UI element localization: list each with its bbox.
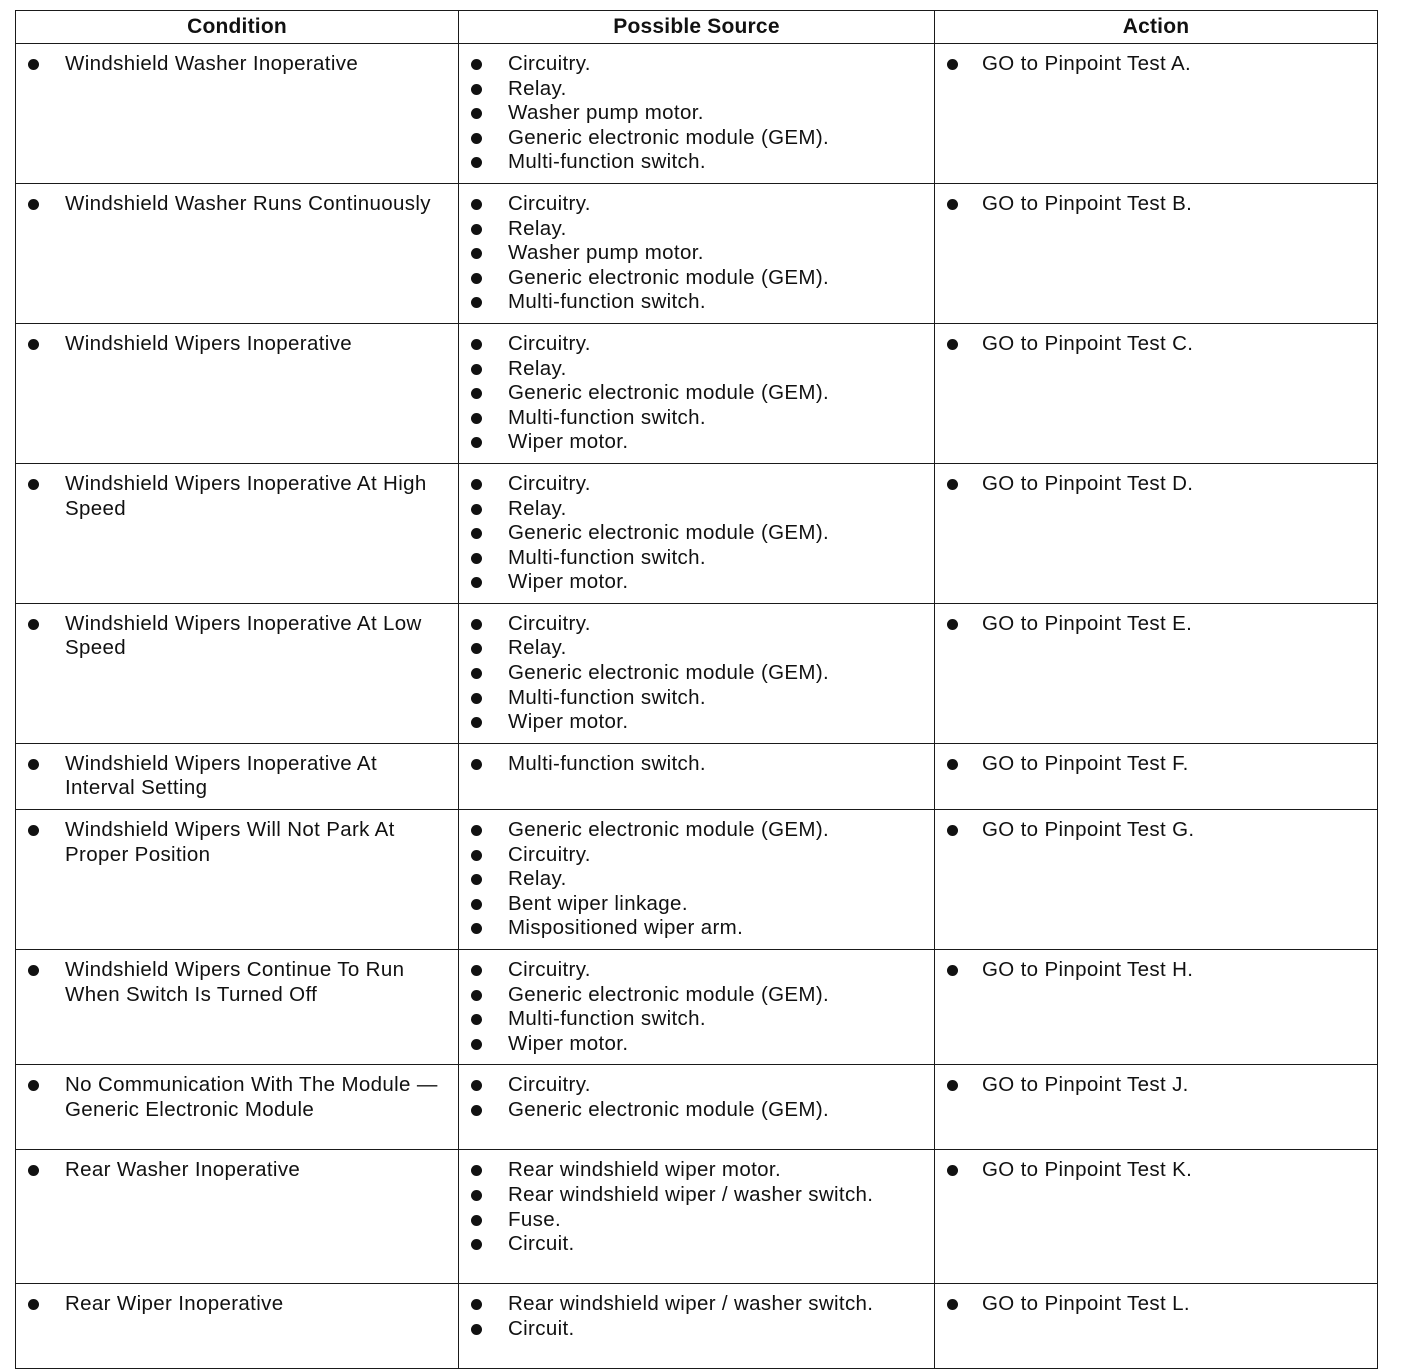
possible-source-cell (459, 743, 935, 809)
bullet-icon (471, 923, 482, 934)
source-item (459, 357, 928, 382)
bullet-icon (28, 59, 39, 70)
possible-source-list (459, 950, 934, 1064)
action-item-text: GO to Pinpoint Test B. (982, 191, 1193, 215)
action-item (935, 332, 1371, 357)
condition-cell (16, 1284, 459, 1369)
possible-source-cell (459, 1065, 935, 1150)
source-item-text: Generic electronic module (GEM). (508, 265, 830, 289)
condition-item-text: Windshield Washer Inoperative (65, 52, 359, 75)
source-item (459, 1073, 928, 1098)
possible-source-list (459, 464, 934, 603)
condition-cell (16, 44, 459, 184)
bullet-icon (471, 199, 482, 210)
source-item-text: Generic electronic module (GEM). (508, 982, 830, 1006)
action-cell (935, 1150, 1378, 1284)
source-item-text: Washer pump motor. (508, 241, 704, 265)
action-item-text: GO to Pinpoint Test A. (982, 52, 1192, 75)
source-item (459, 521, 928, 546)
source-item (459, 636, 928, 661)
bullet-icon (471, 388, 482, 399)
possible-source-cell (459, 1284, 935, 1369)
action-item (935, 1158, 1371, 1183)
bullet-icon (471, 1014, 482, 1025)
table-row (16, 603, 1378, 743)
source-item (459, 126, 928, 151)
action-item-text: GO to Pinpoint Test F. (982, 751, 1189, 775)
action-cell (935, 603, 1378, 743)
bullet-icon (947, 339, 958, 350)
source-item (459, 101, 928, 126)
source-item (459, 406, 928, 431)
bullet-icon (28, 825, 39, 836)
source-item-text: Multi-function switch. (508, 290, 706, 314)
condition-item-text: Windshield Washer Runs Continuously (65, 191, 431, 215)
possible-source-cell (459, 950, 935, 1065)
bullet-icon (471, 668, 482, 679)
bullet-icon (471, 1080, 482, 1091)
bullet-icon (28, 965, 39, 976)
bullet-icon (471, 157, 482, 168)
table-row (16, 463, 1378, 603)
source-item (459, 1158, 928, 1183)
action-item (935, 1292, 1371, 1317)
source-item (459, 1208, 928, 1233)
condition-list (16, 184, 458, 225)
action-list (935, 950, 1377, 991)
source-item-text: Generic electronic module (GEM). (508, 381, 830, 405)
source-item-text: Multi-function switch. (508, 150, 706, 174)
possible-source-list (459, 44, 934, 183)
bullet-icon (471, 1190, 482, 1201)
action-item-text: GO to Pinpoint Test K. (982, 1158, 1193, 1182)
source-item-text: Relay. (508, 867, 567, 891)
action-item (935, 818, 1371, 843)
condition-item (16, 818, 452, 867)
bullet-icon (471, 965, 482, 976)
condition-item (16, 612, 452, 661)
condition-cell (16, 743, 459, 809)
possible-source-cell (459, 463, 935, 603)
action-list (935, 744, 1377, 785)
bullet-icon (471, 850, 482, 861)
bullet-icon (947, 825, 958, 836)
bullet-icon (28, 619, 39, 630)
source-item (459, 77, 928, 102)
source-item-text: Circuitry. (508, 52, 591, 75)
source-item (459, 867, 928, 892)
condition-item-text: Windshield Wipers Continue To Run When Switch Is Turned Off (65, 958, 405, 1006)
bullet-icon (471, 825, 482, 836)
source-item-text: Fuse. (508, 1207, 562, 1231)
condition-item-text: Windshield Wipers Inoperative At Interval Setting (65, 751, 378, 800)
condition-item-text: No Communication With The Module — Generic Electronic Module (65, 1073, 438, 1121)
bullet-icon (471, 224, 482, 235)
action-item-text: GO to Pinpoint Test C. (982, 331, 1194, 355)
bullet-icon (471, 413, 482, 424)
source-item-text: Relay. (508, 636, 567, 660)
action-list (935, 464, 1377, 505)
source-item (459, 1317, 928, 1342)
action-cell (935, 950, 1378, 1065)
source-item (459, 290, 928, 315)
bullet-icon (471, 759, 482, 770)
source-item (459, 612, 928, 637)
condition-list (16, 1065, 458, 1130)
condition-list (16, 810, 458, 875)
possible-source-list (459, 604, 934, 743)
source-item-text: Rear windshield wiper motor. (508, 1158, 781, 1182)
condition-cell (16, 1065, 459, 1150)
bullet-icon (471, 1039, 482, 1050)
source-item (459, 958, 928, 983)
condition-item (16, 752, 452, 801)
action-list (935, 1284, 1377, 1325)
condition-item-text: Windshield Wipers Inoperative At Low Speed (65, 611, 422, 660)
source-item (459, 843, 928, 868)
source-item-text: Rear windshield wiper / washer switch. (508, 1182, 874, 1206)
condition-cell (16, 463, 459, 603)
source-item-text: Multi-function switch. (508, 1007, 706, 1031)
bullet-icon (947, 199, 958, 210)
condition-item (16, 1158, 452, 1183)
action-cell (935, 1284, 1378, 1369)
action-list (935, 810, 1377, 851)
bullet-icon (947, 479, 958, 490)
source-item (459, 1292, 928, 1317)
action-list (935, 324, 1377, 365)
source-item (459, 1183, 928, 1208)
source-item-text: Circuitry. (508, 958, 591, 981)
bullet-icon (947, 1299, 958, 1310)
bullet-icon (471, 273, 482, 284)
action-item (935, 958, 1371, 983)
source-item-text: Circuitry. (508, 471, 591, 495)
bullet-icon (28, 759, 39, 770)
condition-item (16, 472, 452, 521)
source-item (459, 983, 928, 1008)
action-item-text: GO to Pinpoint Test L. (982, 1292, 1190, 1316)
condition-item (16, 192, 452, 217)
possible-source-cell (459, 603, 935, 743)
condition-item-text: Rear Washer Inoperative (65, 1158, 301, 1182)
possible-source-list (459, 810, 934, 949)
source-item-text: Circuit. (508, 1316, 575, 1340)
source-item-text: Generic electronic module (GEM). (508, 521, 830, 545)
bullet-icon (471, 528, 482, 539)
source-item-text: Relay. (508, 216, 567, 240)
source-item-text: Generic electronic module (GEM). (508, 661, 830, 685)
table-row (16, 323, 1378, 463)
header-possible-source: Possible Source (459, 11, 935, 44)
action-item-text: GO to Pinpoint Test J. (982, 1073, 1189, 1097)
action-item (935, 472, 1371, 497)
condition-list (16, 464, 458, 529)
condition-item (16, 1073, 452, 1122)
condition-cell (16, 603, 459, 743)
action-list (935, 184, 1377, 225)
header-condition: Condition (16, 11, 459, 44)
action-list (935, 44, 1377, 85)
condition-list (16, 44, 458, 85)
condition-cell (16, 950, 459, 1065)
action-item-text: GO to Pinpoint Test H. (982, 958, 1194, 981)
table-row (16, 1065, 1378, 1150)
bullet-icon (471, 339, 482, 350)
condition-item (16, 332, 452, 357)
action-cell (935, 810, 1378, 950)
action-item-text: GO to Pinpoint Test E. (982, 611, 1193, 635)
source-item (459, 241, 928, 266)
source-item (459, 686, 928, 711)
bullet-icon (471, 84, 482, 95)
bullet-icon (471, 248, 482, 259)
source-item-text: Circuitry. (508, 842, 591, 866)
source-item-text: Wiper motor. (508, 710, 629, 734)
table-row (16, 743, 1378, 809)
bullet-icon (471, 1215, 482, 1226)
source-item (459, 1007, 928, 1032)
bullet-icon (471, 504, 482, 515)
source-item-text: Multi-function switch. (508, 751, 706, 775)
condition-cell (16, 1150, 459, 1284)
bullet-icon (471, 1239, 482, 1250)
source-item (459, 1232, 928, 1257)
table-row (16, 1150, 1378, 1284)
source-item (459, 266, 928, 291)
condition-list (16, 604, 458, 669)
bullet-icon (28, 1299, 39, 1310)
condition-item (16, 958, 452, 1007)
source-item (459, 430, 928, 455)
action-item (935, 52, 1371, 77)
possible-source-cell (459, 44, 935, 184)
action-list (935, 604, 1377, 645)
source-item (459, 546, 928, 571)
source-item (459, 381, 928, 406)
table-row (16, 950, 1378, 1065)
condition-list (16, 950, 458, 1015)
source-item-text: Multi-function switch. (508, 545, 706, 569)
condition-list (16, 324, 458, 365)
bullet-icon (471, 717, 482, 728)
source-item-text: Generic electronic module (GEM). (508, 125, 830, 149)
condition-item-text: Windshield Wipers Inoperative At High Speed (65, 471, 427, 520)
action-cell (935, 183, 1378, 323)
action-cell (935, 1065, 1378, 1150)
source-item-text: Mispositioned wiper arm. (508, 916, 744, 940)
source-item (459, 710, 928, 735)
bullet-icon (471, 133, 482, 144)
diagnosis-table (15, 10, 1378, 1369)
source-item-text: Washer pump motor. (508, 101, 704, 125)
source-item-text: Generic electronic module (GEM). (508, 818, 830, 842)
action-cell (935, 463, 1378, 603)
source-item-text: Wiper motor. (508, 570, 629, 594)
condition-item-text: Windshield Wipers Will Not Park At Proper Position (65, 818, 395, 866)
table-row (16, 810, 1378, 950)
source-item (459, 570, 928, 595)
condition-item-text: Windshield Wipers Inoperative (65, 331, 353, 355)
possible-source-list (459, 324, 934, 463)
action-item-text: GO to Pinpoint Test G. (982, 818, 1195, 842)
bullet-icon (28, 479, 39, 490)
bullet-icon (471, 643, 482, 654)
source-item-text: Generic electronic module (GEM). (508, 1097, 830, 1121)
source-item (459, 752, 928, 777)
bullet-icon (471, 59, 482, 70)
table-body (16, 44, 1378, 1369)
action-cell (935, 44, 1378, 184)
possible-source-list (459, 1065, 934, 1130)
bullet-icon (28, 1080, 39, 1091)
possible-source-cell (459, 323, 935, 463)
bullet-icon (471, 693, 482, 704)
action-list (935, 1150, 1377, 1191)
source-item-text: Rear windshield wiper / washer switch. (508, 1292, 874, 1316)
condition-cell (16, 323, 459, 463)
action-list (935, 1065, 1377, 1106)
source-item (459, 150, 928, 175)
source-item-text: Relay. (508, 496, 567, 520)
source-item (459, 661, 928, 686)
condition-cell (16, 183, 459, 323)
action-cell (935, 323, 1378, 463)
header-action: Action (935, 11, 1378, 44)
source-item (459, 192, 928, 217)
bullet-icon (471, 437, 482, 448)
bullet-icon (28, 199, 39, 210)
table-row (16, 183, 1378, 323)
action-item-text: GO to Pinpoint Test D. (982, 471, 1194, 495)
bullet-icon (947, 59, 958, 70)
bullet-icon (947, 1080, 958, 1091)
source-item-text: Circuitry. (508, 611, 591, 635)
source-item (459, 497, 928, 522)
condition-list (16, 744, 458, 809)
source-item (459, 1098, 928, 1123)
action-item (935, 192, 1371, 217)
condition-item (16, 1292, 452, 1317)
bullet-icon (471, 1165, 482, 1176)
table-row (16, 1284, 1378, 1369)
source-item-text: Circuit. (508, 1232, 575, 1256)
source-item (459, 818, 928, 843)
possible-source-cell (459, 183, 935, 323)
source-item (459, 52, 928, 77)
source-item-text: Multi-function switch. (508, 685, 706, 709)
source-item (459, 892, 928, 917)
bullet-icon (947, 759, 958, 770)
header-row (16, 11, 1378, 44)
action-item (935, 612, 1371, 637)
table-row (16, 44, 1378, 184)
possible-source-list (459, 1284, 934, 1349)
bullet-icon (471, 479, 482, 490)
source-item (459, 332, 928, 357)
source-item (459, 1032, 928, 1057)
bullet-icon (471, 577, 482, 588)
bullet-icon (471, 553, 482, 564)
possible-source-list (459, 744, 934, 785)
source-item (459, 472, 928, 497)
source-item-text: Circuitry. (508, 191, 591, 215)
condition-item-text: Rear Wiper Inoperative (65, 1292, 284, 1316)
bullet-icon (471, 108, 482, 119)
bullet-icon (947, 1165, 958, 1176)
bullet-icon (947, 965, 958, 976)
condition-item (16, 52, 452, 77)
action-cell (935, 743, 1378, 809)
source-item (459, 217, 928, 242)
possible-source-cell (459, 1150, 935, 1284)
bullet-icon (471, 1324, 482, 1335)
source-item-text: Relay. (508, 356, 567, 380)
source-item-text: Multi-function switch. (508, 405, 706, 429)
condition-list (16, 1284, 458, 1325)
action-item (935, 1073, 1371, 1098)
condition-cell (16, 810, 459, 950)
bullet-icon (471, 990, 482, 1001)
source-item-text: Wiper motor. (508, 1031, 629, 1055)
source-item-text: Circuitry. (508, 1073, 591, 1097)
bullet-icon (28, 1165, 39, 1176)
bullet-icon (471, 619, 482, 630)
bullet-icon (471, 899, 482, 910)
source-item-text: Wiper motor. (508, 430, 629, 454)
source-item (459, 916, 928, 941)
condition-list (16, 1150, 458, 1191)
bullet-icon (471, 1299, 482, 1310)
action-item (935, 752, 1371, 777)
possible-source-list (459, 184, 934, 323)
source-item-text: Circuitry. (508, 331, 591, 355)
bullet-icon (947, 619, 958, 630)
possible-source-list (459, 1150, 934, 1264)
bullet-icon (471, 1105, 482, 1116)
bullet-icon (471, 297, 482, 308)
bullet-icon (471, 874, 482, 885)
bullet-icon (471, 364, 482, 375)
source-item-text: Relay. (508, 76, 567, 100)
possible-source-cell (459, 810, 935, 950)
bullet-icon (28, 339, 39, 350)
source-item-text: Bent wiper linkage. (508, 891, 688, 915)
